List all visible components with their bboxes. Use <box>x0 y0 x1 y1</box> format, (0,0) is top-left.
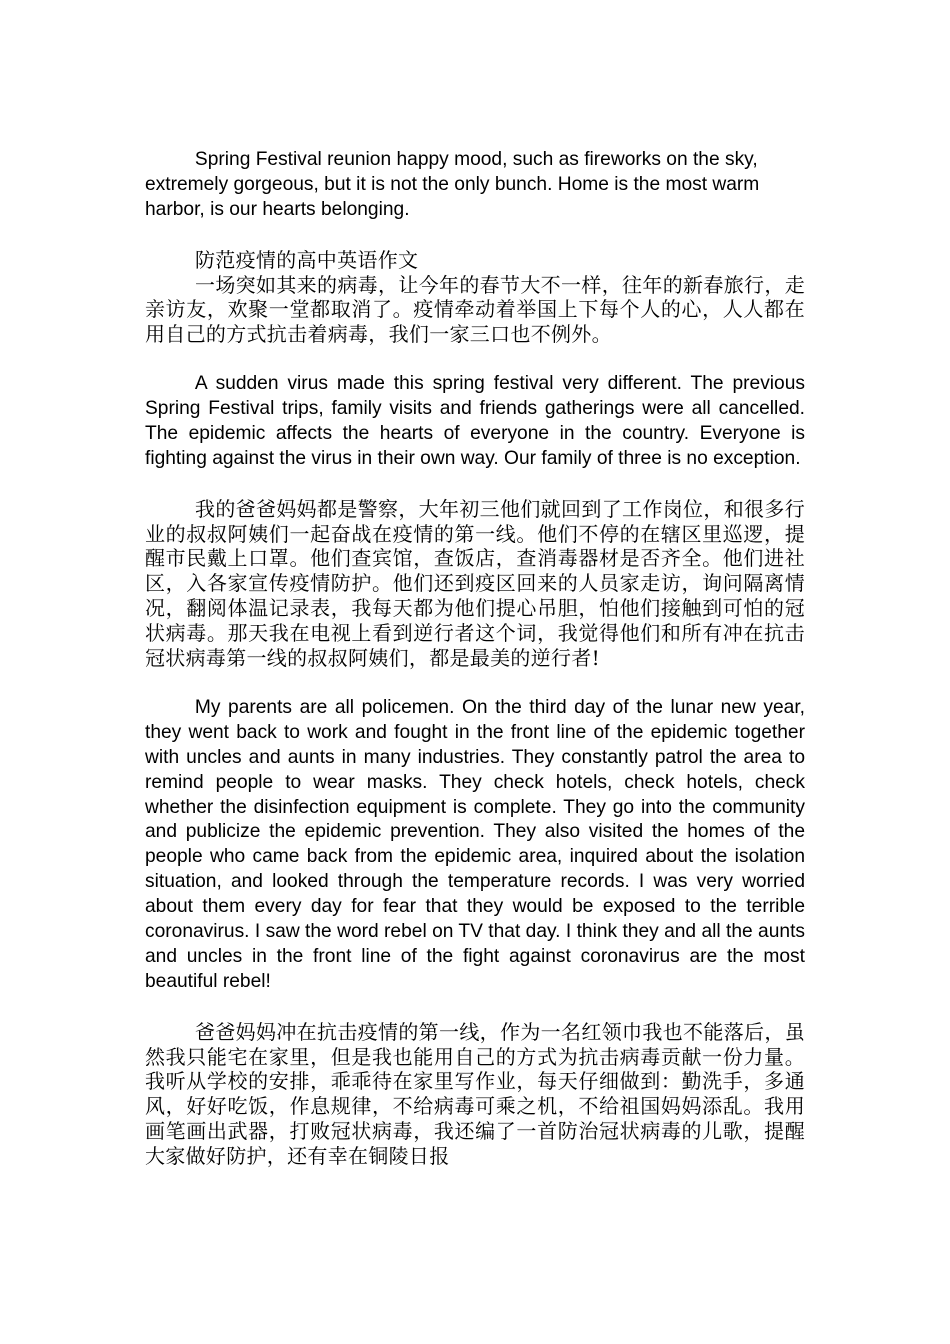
paragraph-gap <box>145 223 805 248</box>
paragraph-gap <box>145 671 805 696</box>
paragraph-gap <box>145 995 805 1020</box>
essay-title: 防范疫情的高中英语作文 <box>195 247 419 272</box>
document-page <box>145 148 805 1169</box>
paragraph-en-2: My parents are all policemen. On the third day of the lunar new year, they went back to work and fought in the front line of the epidemic together with uncles and aunts in many industries. They constantly patrol the area to remind people to wear masks. They check hotels, check hotels, check whether the disinfection equipment is complete. They go into the community and publicize the epidemic prevention. They also visited the homes of the people who came back from the epidemic area, inquired about the isolation situation, and looked through the temperature records. I was very worried about them every day for fear that they would be exposed to the terrible coronavirus. I saw the word rebel on TV that day. I think they and all the aunts and uncles in the front line of the fight against coronavirus are the most beautiful rebel! <box>145 696 805 992</box>
paragraph-en-intro: Spring Festival reunion happy mood, such as fireworks on the sky, extremely gorgeous, but it is not the only bunch. Home is the most warm harbor, is our hearts belonging. <box>145 149 760 220</box>
paragraph-en-1: A sudden virus made this spring festival very different. The previous Spring Festival trips, family visits and friends gatherings were all cancelled. The epidemic affects the hearts of everyone in the country. Everyone is fighting against the virus in their own way. Our family of three is no exception. <box>145 373 805 469</box>
paragraph-zh-3: 爸爸妈妈冲在抗击疫情的第一线，作为一名红领巾我也不能落后，虽然我只能宅在家里，但是我也能用自己的方式为抗击病毒贡献一份力量。我听从学校的安排，乖乖待在家里写作业，每天仔细做到：勤洗手，多通风，好好吃饭，作息规律，不给病毒可乘之机，不给祖国妈妈添乱。我用画笔画出武器，打败冠状病毒，我还编了一首防治冠状病毒的儿歌，提醒大家做好防护，还有幸在铜陵日报 <box>145 1019 805 1169</box>
paragraph-zh-2: 我的爸爸妈妈都是警察，大年初三他们就回到了工作岗位，和很多行业的叔叔阿姨们一起奋战在疫情的第一线。他们不停的在辖区里巡逻，提醒市民戴上口罩。他们查宾馆，查饭店，查消毒器材是否齐全。他们进社区，入各家宣传疫情防护。他们还到疫区回来的人员家走访，询问隔离情况，翻阅体温记录表，我每天都为他们提心吊胆，怕他们接触到可怕的冠状病毒。那天我在电视上看到逆行者这个词，我觉得他们和所有冲在抗击冠状病毒第一线的叔叔阿姨们，都是最美的逆行者! <box>145 496 805 671</box>
paragraph-gap <box>145 347 805 372</box>
paragraph-zh-1: 一场突如其来的病毒，让今年的春节大不一样，往年的新春旅行，走亲访友，欢聚一堂都取消了。疫情牵动着举国上下每个人的心，人人都在用自己的方式抗击着病毒，我们一家三口也不例外。 <box>145 272 805 347</box>
paragraph-gap <box>145 472 805 497</box>
